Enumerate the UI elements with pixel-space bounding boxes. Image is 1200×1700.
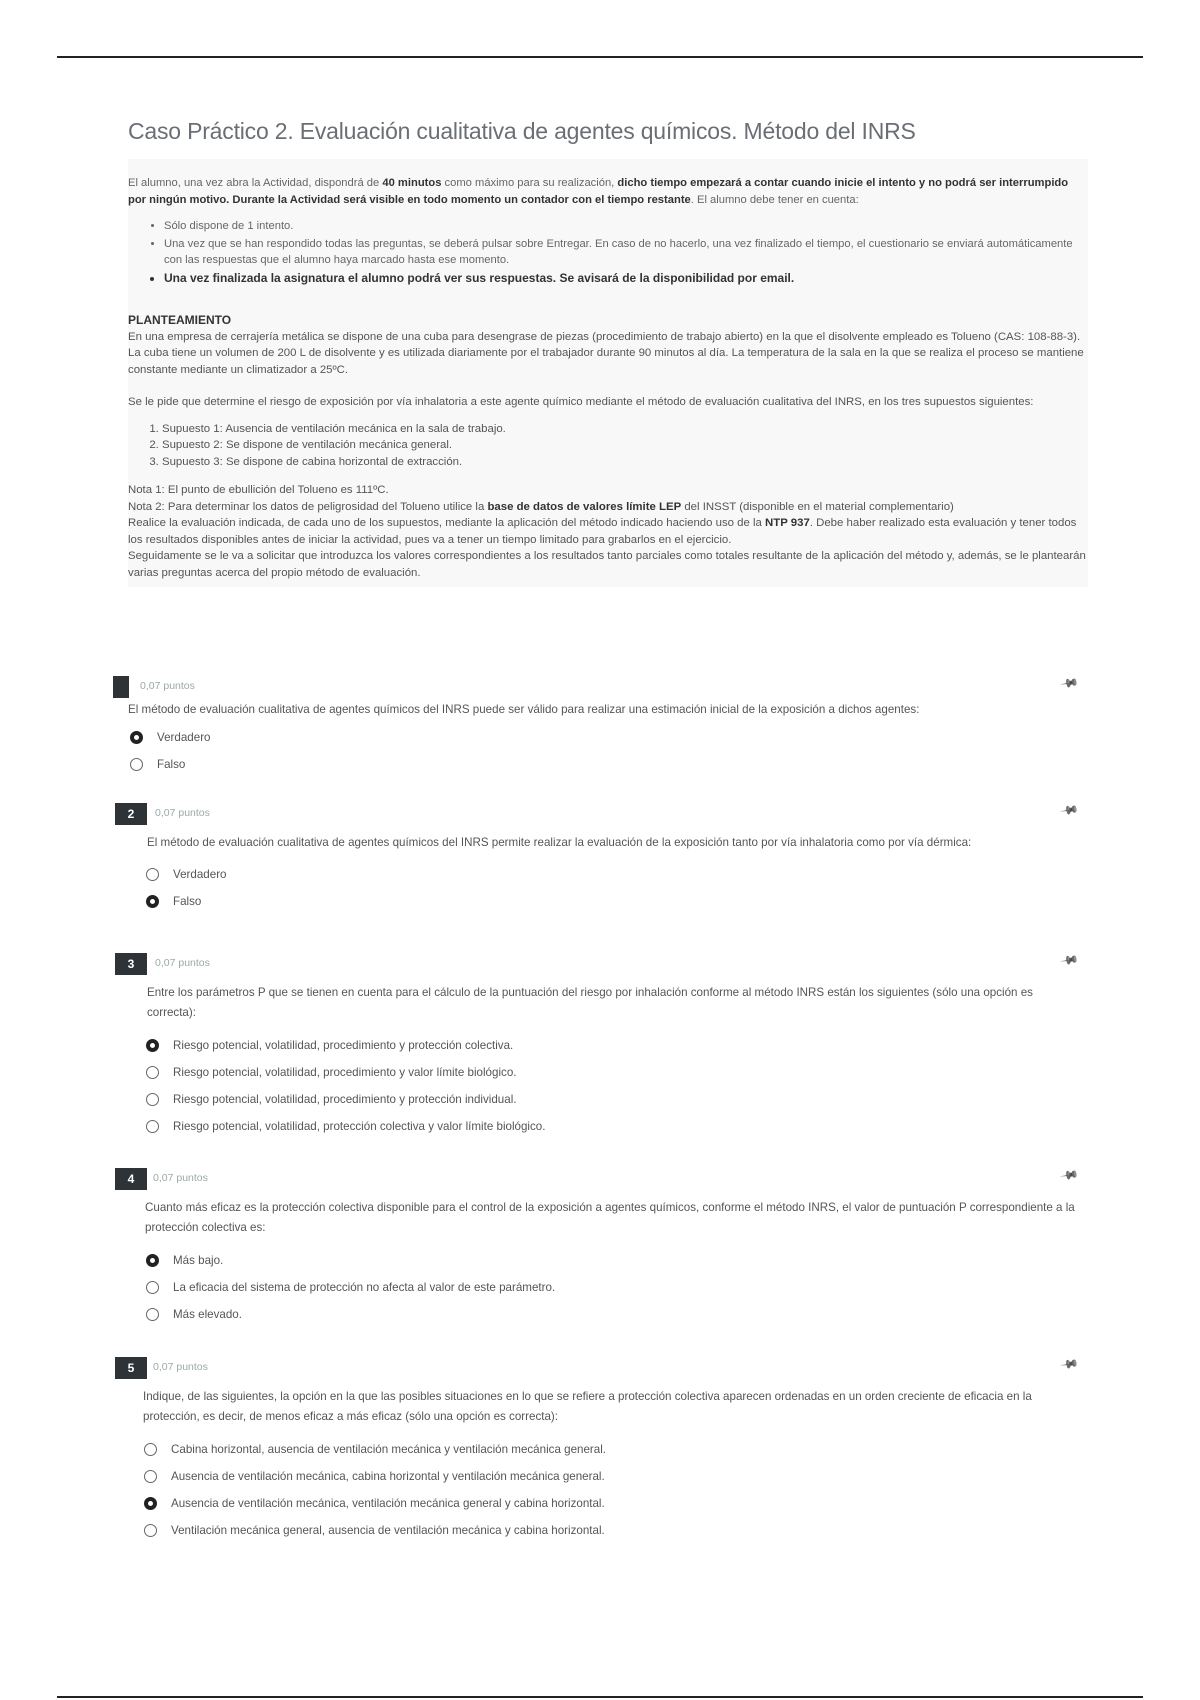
answer-option[interactable] <box>146 861 227 888</box>
question-text: Cuanto más eficaz es la protección colectiva disponible para el control de la exposición a agentes químicos, conforme el método INRS, el valor de puntuación P correspondiente a la protección colectiva es: <box>145 1201 1075 1234</box>
answer-label: Ausencia de ventilación mecánica, cabina horizontal y ventilación mecánica general. <box>171 1470 605 1483</box>
answer-label: Ausencia de ventilación mecánica, ventilación mecánica general y cabina horizontal. <box>171 1497 605 1510</box>
answer-label: Falso <box>173 895 202 908</box>
planteamiento-section <box>128 312 1088 581</box>
radio-empty-icon[interactable] <box>146 1308 159 1321</box>
nota-2-text: Nota 2: Para determinar los datos de peligrosidad del Tolueno utilice la <box>128 500 488 513</box>
answer-option[interactable] <box>146 1059 545 1086</box>
radio-empty-icon[interactable] <box>146 868 159 881</box>
question-number: 4 <box>115 1168 147 1190</box>
answer-option[interactable] <box>146 1274 555 1301</box>
cases-list <box>128 421 1088 471</box>
nota-2-text: del INSST (disponible en el material complementario) <box>681 500 954 513</box>
radio-empty-icon[interactable] <box>146 1066 159 1079</box>
bottom-rule <box>57 1696 1143 1698</box>
question-points: 0,07 puntos <box>153 1172 208 1184</box>
question-points: 0,07 puntos <box>153 1361 208 1373</box>
question-points: 0,07 puntos <box>155 957 210 969</box>
radio-empty-icon[interactable] <box>146 1093 159 1106</box>
question-number: 5 <box>115 1357 147 1379</box>
radio-empty-icon[interactable] <box>146 1281 159 1294</box>
answer-label: Riesgo potencial, volatilidad, protección colectiva y valor límite biológico. <box>173 1120 546 1133</box>
answer-options <box>130 724 211 778</box>
radio-selected-icon[interactable] <box>130 731 143 744</box>
intro-time-limit: 40 minutos <box>382 177 442 189</box>
quiz-page <box>128 118 1088 587</box>
case-item: 3. Supuesto 3: Se dispone de cabina horizontal de extracción. <box>162 454 1088 471</box>
question-points: 0,07 puntos <box>155 807 210 819</box>
radio-empty-icon[interactable] <box>144 1470 157 1483</box>
ntp-reference: NTP 937 <box>765 517 810 529</box>
answer-label: Verdadero <box>157 731 211 744</box>
answer-label: Falso <box>157 758 186 771</box>
radio-empty-icon[interactable] <box>144 1524 157 1537</box>
intro-text <box>128 175 1088 208</box>
flag-pin-icon[interactable]: 📌 <box>1059 1164 1080 1186</box>
question-text: El método de evaluación cualitativa de agentes químicos del INRS puede ser válido para realizar una estimación inicial de la exposición a dichos agentes: <box>128 703 920 716</box>
answer-option[interactable] <box>144 1436 606 1463</box>
nota-1: Nota 1: El punto de ebullición del Tolueno es 111ºC. <box>128 484 389 496</box>
flag-pin-icon[interactable]: 📌 <box>1059 799 1080 821</box>
flag-pin-icon[interactable]: 📌 <box>1059 949 1080 971</box>
radio-empty-icon[interactable] <box>146 1120 159 1133</box>
answer-option[interactable] <box>144 1463 606 1490</box>
question-number <box>113 676 129 698</box>
answer-options <box>146 1032 545 1140</box>
radio-empty-icon[interactable] <box>130 758 143 771</box>
answer-option[interactable] <box>130 724 211 751</box>
radio-selected-icon[interactable] <box>146 1039 159 1052</box>
planteamiento-paragraph: Se le pide que determine el riesgo de exposición por vía inhalatoria a este agente químico mediante el método de evaluación cualitativa del INRS, en los tres supuestos siguientes: <box>128 396 1034 408</box>
case-item: 2. Supuesto 2: Se dispone de ventilación mecánica general. <box>162 437 1088 454</box>
rules-list <box>146 218 1088 286</box>
answer-label: Riesgo potencial, volatilidad, procedimiento y protección individual. <box>173 1093 517 1106</box>
nota-2 <box>128 499 1088 516</box>
answer-label: Riesgo potencial, volatilidad, procedimiento y protección colectiva. <box>173 1039 514 1052</box>
flag-pin-icon[interactable]: 📌 <box>1059 672 1080 694</box>
answer-label: Más bajo. <box>173 1254 224 1267</box>
answer-label: Riesgo potencial, volatilidad, procedimiento y valor límite biológico. <box>173 1066 517 1079</box>
answer-option[interactable] <box>130 751 211 778</box>
intro-text-part: El alumno, una vez abra la Actividad, dispondrá de <box>128 177 383 189</box>
page-title: Caso Práctico 2. Evaluación cualitativa de agentes químicos. Método del INRS <box>128 118 916 144</box>
answer-option[interactable] <box>146 1032 545 1059</box>
question-text: Indique, de las siguientes, la opción en la que las posibles situaciones en lo que se refiere a protección colectiva aparecen ordenadas en un orden creciente de eficacia en la protección, es decir, de menos eficaz a más eficaz (sólo una opción es correcta): <box>143 1390 1032 1423</box>
intro-text-part: . El alumno debe tener en cuenta: <box>690 193 859 206</box>
intro-text-part: como máximo para su realización, <box>441 177 618 189</box>
radio-selected-icon[interactable] <box>146 1254 159 1267</box>
instructions-text: . Debe haber realizado esta evaluación y tener todos los resultados disponibles antes de iniciar la actividad, pues va a tener un tiempo limitado para grabarlos en el ejercicio. <box>128 517 1077 546</box>
rule-item: • Una vez que se han respondido todas las preguntas, se deberá pulsar sobre Entregar. En caso de no hacerlo, una vez finalizado el tiempo, el cuestionario se enviará automáticamente con las respuestas que el alumno haya marcado hasta ese momento. <box>164 236 1088 269</box>
answer-label: La eficacia del sistema de protección no afecta al valor de este parámetro. <box>173 1281 556 1294</box>
instructions-paragraph <box>128 515 1088 548</box>
instructions-paragraph: Seguidamente se le va a solicitar que introduzca los valores correspondientes a los resultados tanto parciales como totales resultante de la aplicación del método y, además, se le plantearán varias preguntas acerca del propio método de evaluación. <box>128 550 1086 579</box>
instructions-text: Realice la evaluación indicada, de cada uno de los supuestos, mediante la aplicación del método indicado haciendo uso de la <box>128 517 766 529</box>
question-number: 2 <box>115 803 147 825</box>
flag-pin-icon[interactable]: 📌 <box>1059 1353 1080 1375</box>
question-text: Entre los parámetros P que se tienen en cuenta para el cálculo de la puntuación del riesgo por inhalación conforme al método INRS están los siguientes (sólo una opción es correcta): <box>147 986 1033 1019</box>
radio-empty-icon[interactable] <box>144 1443 157 1456</box>
top-rule <box>57 56 1143 58</box>
answer-label: Más elevado. <box>173 1308 242 1321</box>
answer-label: Ventilación mecánica general, ausencia de ventilación mecánica y cabina horizontal. <box>171 1524 605 1537</box>
radio-selected-icon[interactable] <box>144 1497 157 1510</box>
answer-label: Cabina horizontal, ausencia de ventilación mecánica y ventilación mecánica general. <box>171 1443 607 1456</box>
answer-label: Verdadero <box>173 868 227 881</box>
answer-option[interactable] <box>144 1490 606 1517</box>
instructions-panel <box>128 159 1088 587</box>
answer-option[interactable] <box>146 1086 545 1113</box>
intro-warning: dicho tiempo empezará a contar cuando inicie el intento y no podrá ser interrumpido por ningún motivo. Durante la Actividad será visible en todo momento un contador con el tiempo restante <box>128 177 1069 206</box>
question-number: 3 <box>115 953 147 975</box>
planteamiento-paragraph: En una empresa de cerrajería metálica se dispone de una cuba para desengrase de piezas (procedimiento de trabajo abierto) en la que el disolvente empleado es Tolueno (CAS: 108-88-3). La cuba tiene un volumen de 200 L de disolvente y es utilizada diariamente por el trabajador durante 90 minutos al día. La temperatura de la sala en la que se realiza el proceso se mantiene constante mediante un climatizador a 25ºC. <box>128 330 1084 376</box>
question-text: El método de evaluación cualitativa de agentes químicos del INRS permite realizar la evaluación de la exposición tanto por vía inhalatoria como por vía dérmica: <box>147 836 972 849</box>
answer-options <box>144 1436 606 1544</box>
answer-option[interactable] <box>146 1301 555 1328</box>
answer-options <box>146 1247 555 1328</box>
rule-item: • Sólo dispone de 1 intento. <box>164 218 1088 235</box>
answer-option[interactable] <box>146 1113 545 1140</box>
question-points: 0,07 puntos <box>140 680 195 692</box>
answer-options <box>146 861 227 915</box>
case-item: 1. Supuesto 1: Ausencia de ventilación mecánica en la sala de trabajo. <box>162 421 1088 438</box>
answer-option[interactable] <box>146 1247 555 1274</box>
answer-option[interactable] <box>146 888 227 915</box>
planteamiento-heading: PLANTEAMIENTO <box>128 313 232 327</box>
answer-option[interactable] <box>144 1517 606 1544</box>
lep-database-link[interactable]: base de datos de valores límite LEP <box>487 500 682 513</box>
rule-item: • Una vez finalizada la asignatura el alumno podrá ver sus respuestas. Se avisará de la disponibilidad por email. <box>164 270 1088 287</box>
radio-selected-icon[interactable] <box>146 895 159 908</box>
